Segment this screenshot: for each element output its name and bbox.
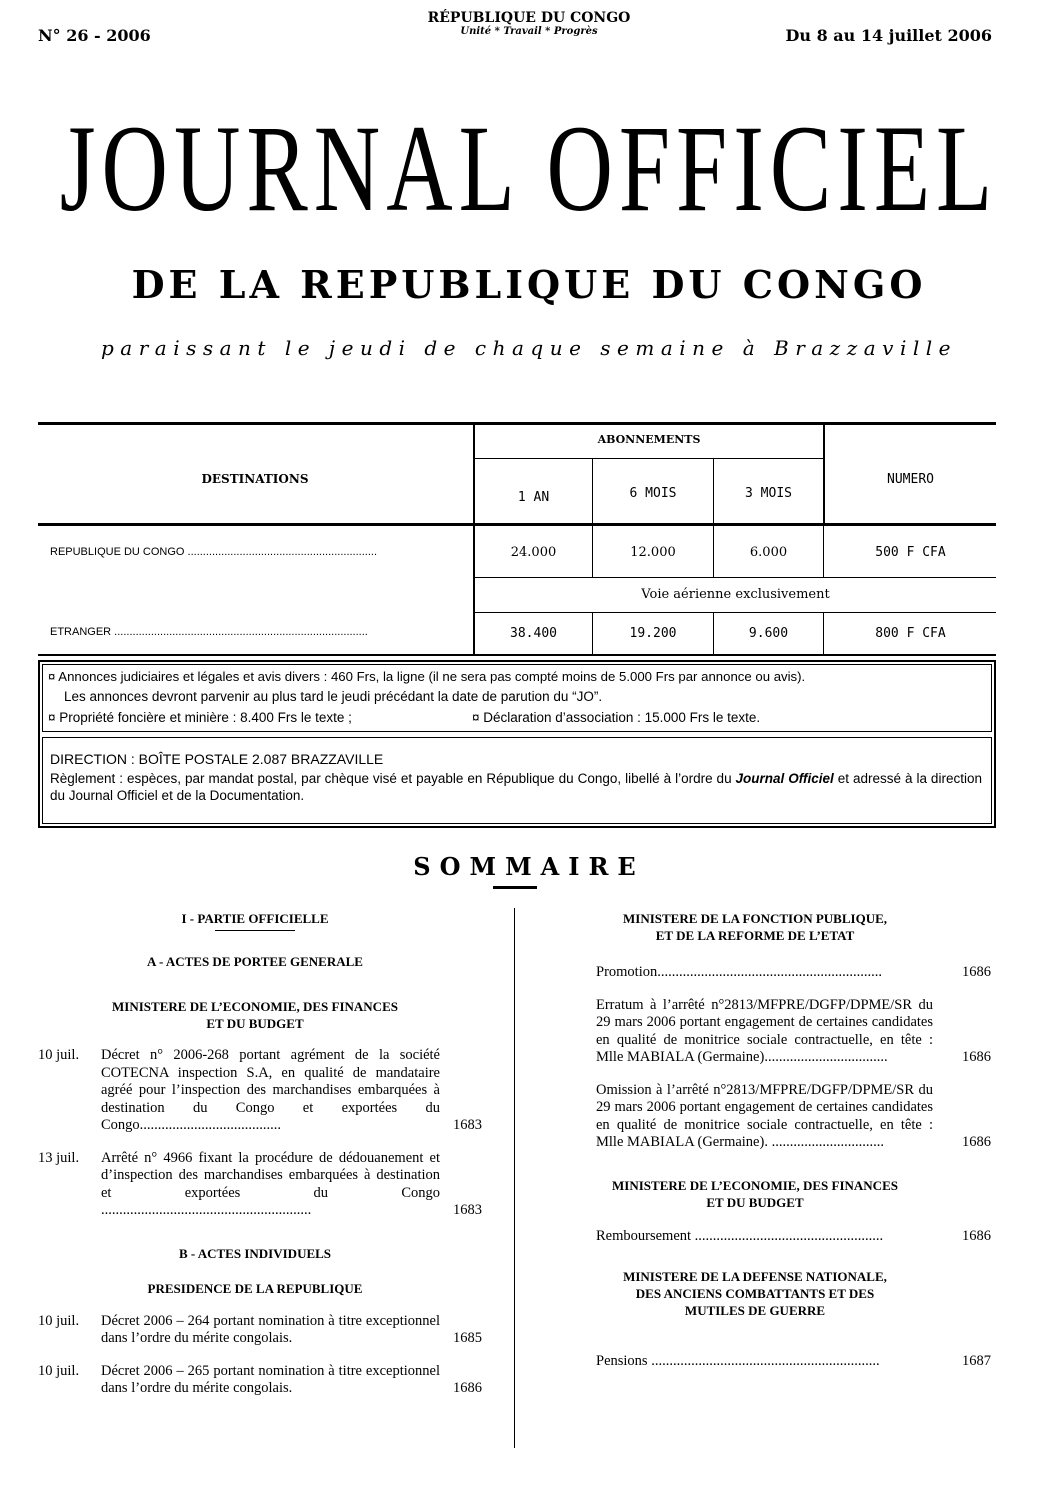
payment-terms-end: et adressé à la direction du Journal Officiel et de la Documentation. (50, 771, 982, 803)
direction-address: DIRECTION : BOÎTE POSTALE 2.087 BRAZZAVILLE (50, 751, 384, 767)
entry-page: 1683 (453, 1202, 482, 1218)
entry-text: Omission à l’arrêté n°2813/MFPRE/DGFP/DPME/SR du 29 mars 2006 portant engagement de certaines candidates en qualité de monitrice sociale contractuelle, en tête : Mlle MABIALA (Germaine). ............................... (596, 1081, 933, 1150)
notice-deadline: Les annonces devront parvenir au plus tard le jeudi précédant la date de parution du “JO”. (64, 689, 603, 704)
col-header-numero: NUMERO (887, 472, 934, 487)
notice-association: ¤ Déclaration d’association : 15.000 Frs le texte. (472, 710, 761, 725)
national-motto: Unité * Travail * Progrès (460, 26, 598, 37)
entry-date: 10 juil. (38, 1047, 80, 1063)
price-congo-numero: 500 F CFA (875, 545, 946, 560)
col-header-6mois: 6 MOIS (629, 486, 677, 501)
table-vrule (823, 526, 824, 578)
price-congo-6mois: 12.000 (630, 545, 676, 560)
ministry-economy-heading-1: MINISTERE DE L’ECONOMIE, DES FINANCES (112, 999, 398, 1014)
entry-page: 1686 (453, 1380, 482, 1396)
entry-text: Promotion.............................................................. (596, 964, 882, 980)
entry-page: 1686 (962, 1227, 991, 1244)
ministry-economy-heading-2: ET DU BUDGET (706, 1194, 804, 1210)
price-etranger-1an: 38.400 (510, 626, 557, 641)
list-item (38, 1362, 482, 1398)
issue-dates: Du 8 au 14 juillet 2006 (785, 26, 992, 45)
list-item (38, 1149, 482, 1220)
ministry-defense-heading-1: MINISTERE DE LA DEFENSE NATIONALE, (623, 1269, 887, 1284)
section-b-heading: B - ACTES INDIVIDUELS (178, 1245, 332, 1261)
entry-text: Erratum à l’arrêté n°2813/MFPRE/DGFP/DPME/SR du 29 mars 2006 portant engagement de certaines candidates en qualité de monitrice sociale contractuelle, en tête : Mlle MABIALA (Germaine).................................. (596, 996, 933, 1065)
payment-terms (50, 770, 982, 804)
entry-page: 1686 (962, 1134, 991, 1150)
table-rule-top (38, 422, 996, 425)
entry-page: 1683 (453, 1117, 482, 1133)
price-etranger-numero: 800 F CFA (875, 626, 946, 641)
entry-page: 1686 (962, 964, 991, 980)
col-header-abonnements: ABONNEMENTS (597, 433, 701, 446)
entry-date: 13 juil. (38, 1149, 80, 1166)
part-heading: I - PARTIE OFFICIELLE (181, 911, 329, 926)
entry-text: Décret 2006 – 264 portant nomination à titre exceptionnel dans l’ordre du mérite congolais. (101, 1312, 440, 1346)
price-etranger-6mois: 19.200 (629, 626, 677, 641)
table-vrule (473, 425, 475, 655)
entry-text: Arrêté n° 4966 fixant la procédure de dédouanement et d’inspection des marchandises embarquées à destination et exportées du Congo .......................................................... (101, 1149, 440, 1218)
country-name: RÉPUBLIQUE DU CONGO (427, 10, 631, 26)
list-item (555, 1228, 991, 1246)
col-header-3mois: 3 MOIS (745, 486, 792, 501)
price-congo-3mois: 6.000 (749, 545, 788, 560)
sommaire-left-column (38, 910, 482, 1398)
notice-propriete: ¤ Propriété foncière et minière : 8.400 Frs le texte ; (48, 710, 352, 725)
list-item (555, 1353, 991, 1371)
ministry-economy-heading-1: MINISTERE DE L’ECONOMIE, DES FINANCES (612, 1177, 898, 1193)
entry-date: 10 juil. (38, 1312, 80, 1329)
journal-name: Journal Officiel (735, 771, 834, 786)
payment-terms-text: Règlement : espèces, par mandat postal, par chèque visé et payable en République du Congo, libellé à l’ordre du (50, 771, 732, 786)
entry-page: 1687 (962, 1353, 991, 1369)
table-rule (474, 612, 996, 613)
entry-page: 1685 (453, 1330, 482, 1346)
ministry-defense-heading-2: DES ANCIENS COMBATTANTS ET DES (635, 1286, 875, 1301)
entry-text: Remboursement .................................................... (596, 1227, 884, 1244)
entry-text: Pensions ............................................................... (596, 1353, 880, 1369)
ministry-defense-heading-3: MUTILES DE GUERRE (684, 1303, 826, 1318)
price-etranger-3mois: 9.600 (748, 626, 789, 641)
table-rule (474, 458, 824, 459)
ministry-fonction-heading-1: MINISTERE DE LA FONCTION PUBLIQUE, (622, 911, 888, 926)
price-congo-1an: 24.000 (510, 545, 557, 560)
masthead-subtitle: DE LA REPUBLIQUE DU CONGO (131, 262, 927, 307)
entry-text: Décret n° 2006-268 portant agrément de la société COTECNA inspection S.A, en qualité de mandataire agréé pour l’inspection des marchandises embarquées à destination du Congo et exportées du Congo....................................... (101, 1047, 440, 1133)
sommaire-right-column (555, 910, 991, 1371)
row-dest-etranger: ETRANGER ................................................................................... (50, 626, 368, 638)
section-a-heading: A - ACTES DE PORTEE GENERALE (147, 954, 363, 969)
entry-date: 10 juil. (38, 1362, 80, 1379)
list-item (555, 997, 991, 1067)
ministry-economy-heading-2: ET DU BUDGET (206, 1016, 304, 1031)
list-item (555, 964, 991, 982)
notice-annonces: ¤ Annonces judiciaires et légales et avis divers : 460 Frs, la ligne (il ne sera pas compté moins de 5.000 Frs par annonce ou avis). (48, 669, 806, 684)
entry-page: 1686 (962, 1049, 991, 1065)
masthead-tagline: paraissant le jeudi de chaque semaine à Brazzaville (100, 336, 958, 360)
issue-number: N° 26 - 2006 (38, 26, 151, 45)
row-dest-congo: REPUBLIQUE DU CONGO .............................................................. (50, 546, 378, 558)
ministry-presidence-heading: PRESIDENCE DE LA REPUBLIQUE (147, 1280, 363, 1296)
sommaire-underline (493, 886, 537, 889)
entry-text: Décret 2006 – 265 portant nomination à titre exceptionnel dans l’ordre du mérite congolais. (101, 1362, 440, 1396)
col-header-destinations: DESTINATIONS (201, 472, 309, 486)
list-item (38, 1047, 482, 1135)
list-item (555, 1082, 991, 1152)
part-underline (215, 930, 295, 931)
col-header-1an: 1 AN (517, 490, 550, 505)
ministry-fonction-heading-2: ET DE LA REFORME DE L’ETAT (655, 928, 855, 943)
air-mail-note: Voie aérienne exclusivement (641, 587, 830, 602)
sommaire-title: SOMMAIRE (413, 852, 645, 881)
table-rule (474, 577, 996, 578)
column-divider (514, 908, 515, 1448)
table-rule-header-bottom (38, 523, 996, 526)
list-item (38, 1312, 482, 1348)
masthead-title: JOURNAL OFFICIEL (59, 99, 999, 237)
table-rule-bottom (38, 654, 996, 656)
table-vrule (823, 612, 824, 655)
